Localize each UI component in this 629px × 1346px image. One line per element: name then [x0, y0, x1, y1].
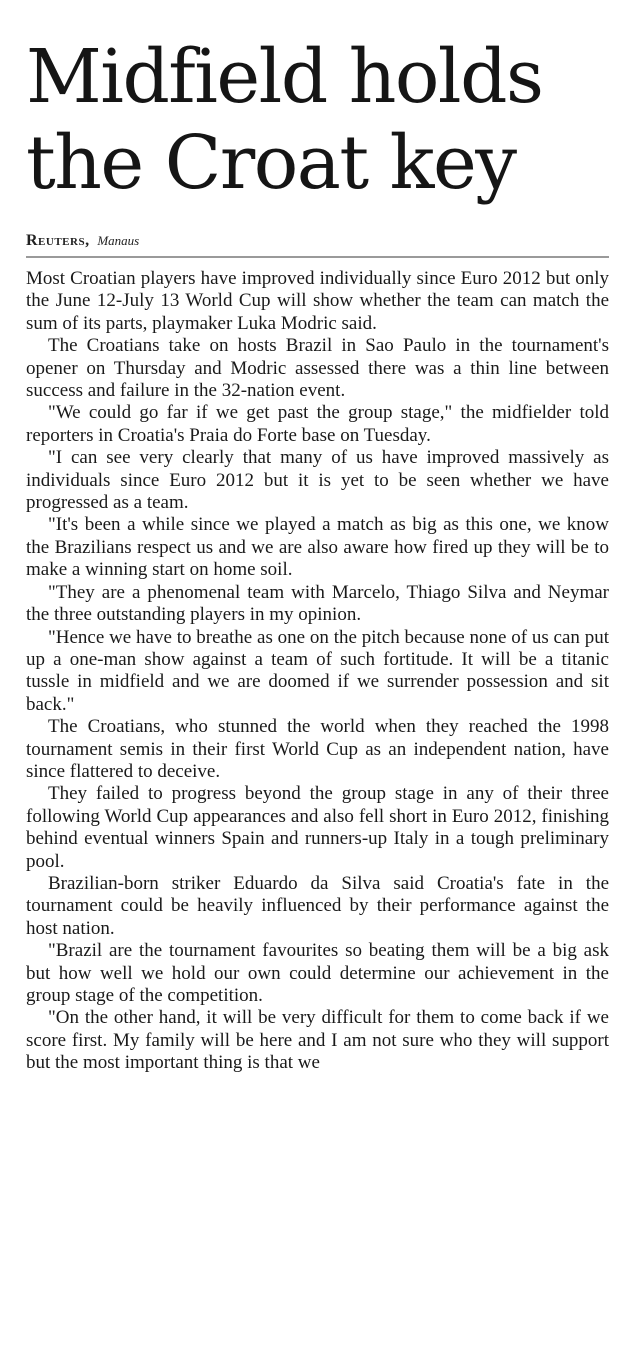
paragraph: "They are a phenomenal team with Marcelo, Thiago Silva and Neymar the three outstanding players in my opinion. [26, 581, 609, 626]
paragraph: The Croatians, who stunned the world when they reached the 1998 tournament semis in their first World Cup as an independent nation, have since flattered to deceive. [26, 716, 609, 782]
paragraph: "Brazil are the tournament favourites so beating them will be a big ask but how well we hold our own could determine our achievement in the group stage of the competition. [26, 940, 609, 1006]
paragraph: Most Croatian players have improved individually since Euro 2012 but only the June 12-July 13 World Cup will show whether the team can match the sum of its parts, playmaker Luka Modric said. [26, 268, 609, 334]
news-article [26, 34, 609, 1075]
paragraph: "We could go far if we get past the group stage," the midfielder told reporters in Croatia's Praia do Forte base on Tuesday. [26, 402, 609, 446]
paragraph: Brazilian-born striker Eduardo da Silva said Croatia's fate in the tournament could be heavily influenced by their performance against the host nation. [26, 872, 609, 939]
byline-agency: Reuters, [26, 232, 90, 249]
headline [26, 34, 609, 206]
paragraph: "I can see very clearly that many of us have improved massively as individuals since Euro 2012 but it is yet to be seen whether we have progressed as a team. [26, 447, 609, 514]
headline-line-2: the Croat key [26, 120, 516, 206]
byline-dateline: Manaus [97, 233, 140, 248]
headline-line-1: Midfield holds [26, 34, 543, 120]
paragraph: "On the other hand, it will be very difficult for them to come back if we score first. My family will be here and I am not sure who they will support but the most important thing is that we [26, 1007, 609, 1074]
paragraph: They failed to progress beyond the group stage in any of their three following World Cup appearances and also fell short in Euro 2012, finishing behind eventual winners Spain and runners-up Italy in a tough preliminary pool. [26, 783, 609, 872]
article-body [26, 268, 609, 1075]
paragraph: "It's been a while since we played a match as big as this one, we know the Brazilians respect us and we are also aware how fired up they will be to make a winning start on home soil. [26, 514, 609, 581]
paragraph: The Croatians take on hosts Brazil in Sao Paulo in the tournament's opener on Thursday and Modric assessed there was a thin line between success and failure in the 32-nation event. [26, 335, 609, 402]
paragraph: "Hence we have to breathe as one on the pitch because none of us can put up a one-man show against a team of such fortitude. It will be a titanic tussle in midfield and we are doomed if we surrender possession and sit back." [26, 626, 609, 715]
byline [26, 232, 609, 258]
